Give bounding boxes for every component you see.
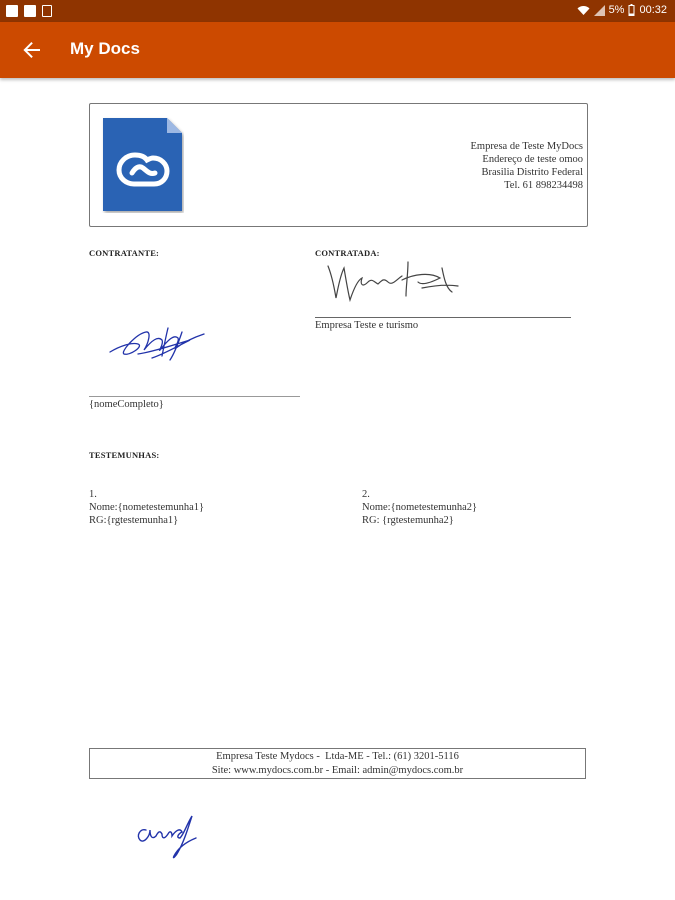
witness2-rg: RG: {rgtestemunha2}	[362, 515, 454, 526]
creative-cloud-logo-icon	[101, 116, 184, 213]
battery-icon	[628, 4, 635, 16]
contratada-label: CONTRATADA:	[315, 248, 380, 258]
witness2-number: 2.	[362, 489, 370, 500]
document-footer	[89, 748, 586, 779]
company-phone: Tel. 61 898234498	[504, 180, 583, 191]
clock: 00:32	[639, 4, 667, 16]
photo-icon	[6, 5, 18, 17]
witness1-rg: RG:{rgtestemunha1}	[89, 515, 179, 526]
company-name: Empresa de Teste MyDocs	[470, 141, 583, 152]
signal-icon	[594, 5, 605, 16]
company-address: Endereço de teste omoo	[482, 154, 583, 165]
app-title: My Docs	[70, 39, 140, 58]
app-icon	[42, 5, 52, 17]
app-bar	[0, 22, 675, 78]
document-header	[89, 103, 588, 227]
status-right	[577, 4, 667, 16]
arrow-back-icon	[23, 41, 41, 59]
status-bar	[0, 0, 675, 22]
contratante-signature-line	[89, 396, 300, 397]
footer-line-2: Site: www.mydocs.com.br - Email: admin@mydocs.com.br	[211, 765, 464, 776]
witness1-name: Nome:{nometestemunha1}	[89, 502, 205, 513]
contratante-label: CONTRATANTE:	[89, 248, 160, 258]
battery-percent: 5%	[608, 4, 625, 16]
wifi-icon	[577, 5, 590, 16]
initials-signature	[134, 812, 200, 864]
contratante-signature	[108, 324, 212, 366]
contratada-name: Empresa Teste e turismo	[315, 320, 419, 331]
footer-line-1: Empresa Teste Mydocs - Ltda-ME - Tel.: (61) 3201-5116	[216, 751, 459, 762]
contratada-signature-line	[315, 317, 571, 318]
contratante-name: {nomeCompleto}	[89, 399, 164, 410]
witness1-number: 1.	[89, 489, 97, 500]
flipboard-icon	[24, 5, 36, 17]
testemunhas-label: TESTEMUNHAS:	[89, 450, 160, 460]
witness2-name: Nome:{nometestemunha2}	[362, 502, 478, 513]
company-city: Brasilia Distrito Federal	[481, 167, 583, 178]
contratada-signature	[322, 258, 462, 306]
company-info	[470, 140, 583, 192]
back-button[interactable]	[18, 36, 46, 64]
